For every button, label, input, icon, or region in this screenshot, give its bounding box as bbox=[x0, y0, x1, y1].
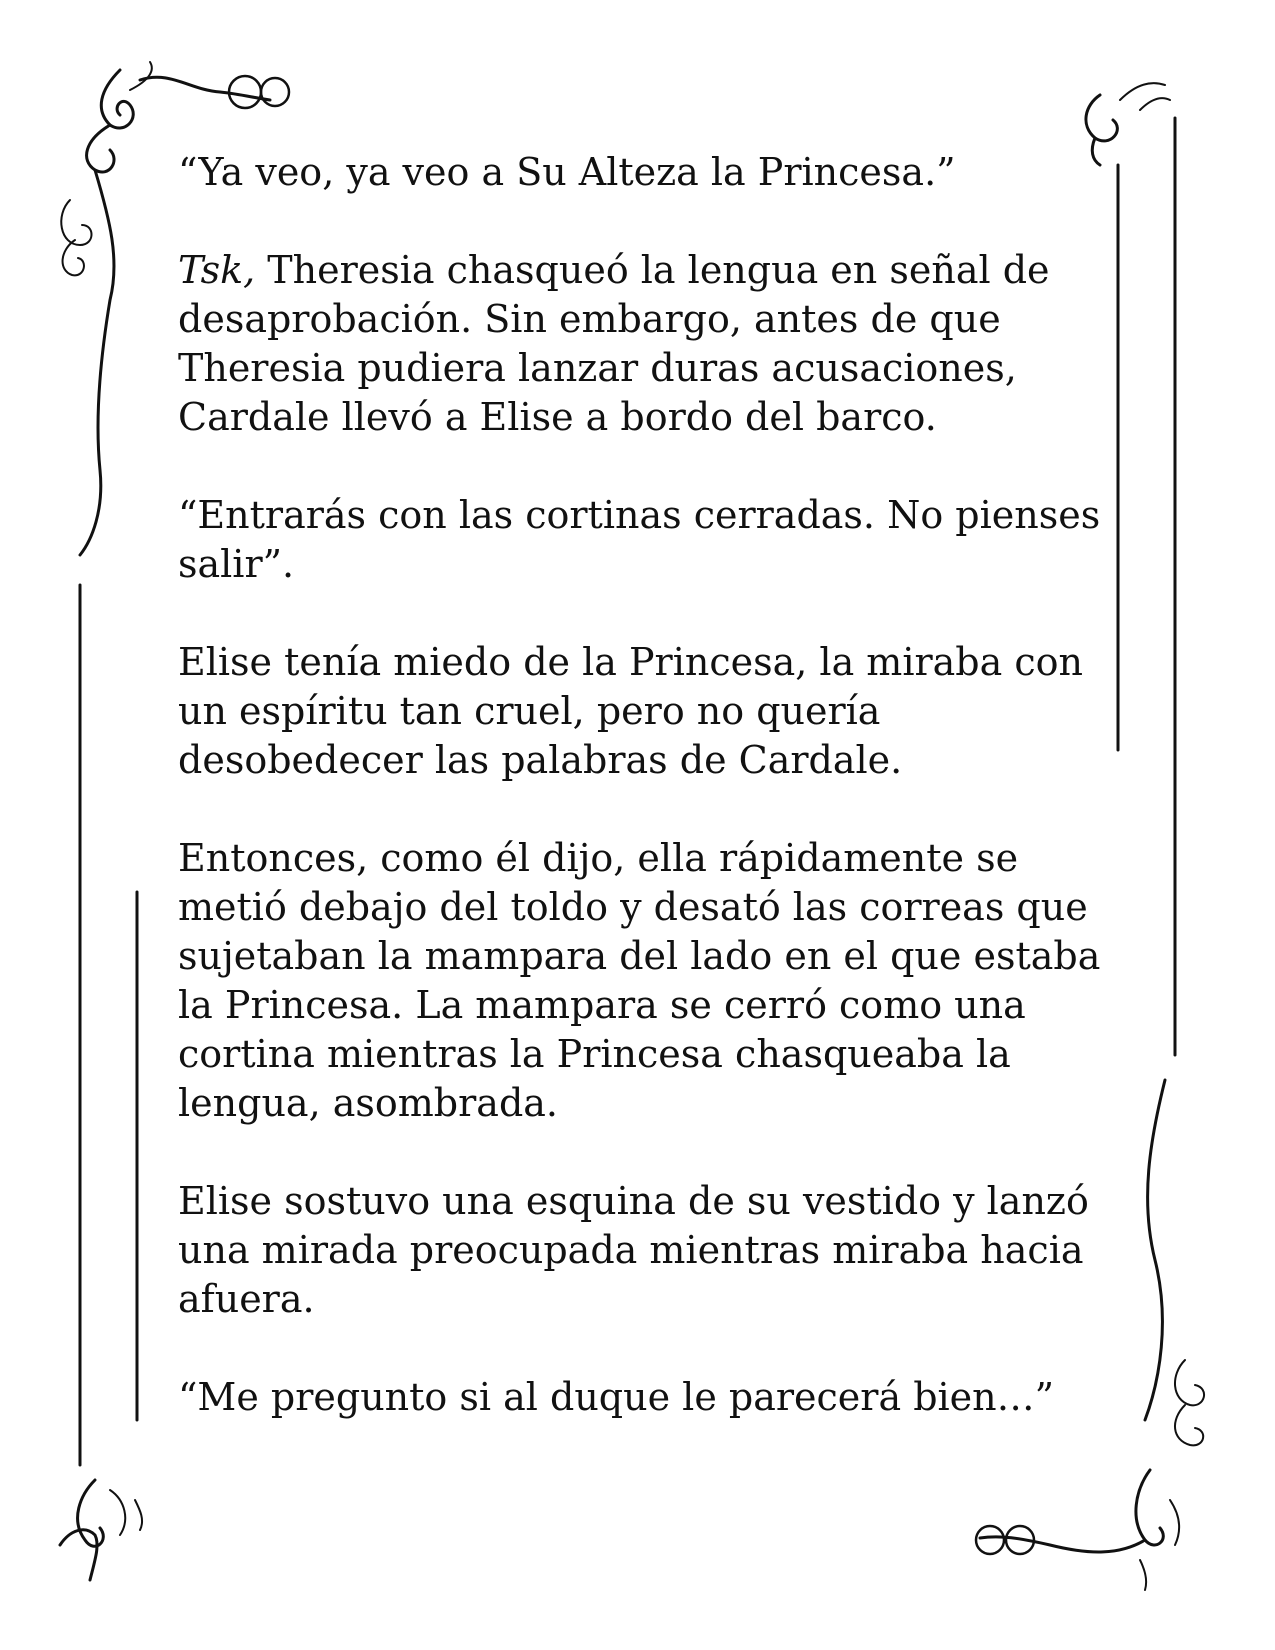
paragraph: Elise tenía miedo de la Princesa, la miraba con un espíritu tan cruel, pero no quería desobedecer las palabras de Cardale. bbox=[178, 640, 1084, 782]
paragraph: Elise sostuvo una esquina de su vestido y lanzó una mirada preocupada mientras miraba hacia afuera. bbox=[178, 1179, 1089, 1321]
paragraph bbox=[178, 246, 1108, 442]
paragraph: “Entrarás con las cortinas cerradas. No pienses salir”. bbox=[178, 493, 1101, 586]
flourish-bottom-left bbox=[60, 1480, 142, 1580]
paragraph-text: Theresia chasqueó la lengua en señal de desaprobación. Sin embargo, antes de que Theresia pudiera lanzar duras acusaciones, Cardale llevó a Elise a bordo del barco. bbox=[178, 248, 1050, 439]
paragraph: Entonces, como él dijo, ella rápidamente se metió debajo del toldo y desató las correas que sujetaban la mampara del lado en el que estaba la Princesa. La mampara se cerró como una cortina mientras la Princesa chasqueaba la lengua, asombrada. bbox=[178, 836, 1101, 1125]
document-body bbox=[178, 148, 1108, 1471]
paragraph: “Me pregunto si al duque le parecerá bien…” bbox=[178, 1375, 1055, 1419]
paragraph: “Ya veo, ya veo a Su Alteza la Princesa.” bbox=[178, 150, 956, 194]
italic-interjection: Tsk, bbox=[178, 248, 256, 292]
